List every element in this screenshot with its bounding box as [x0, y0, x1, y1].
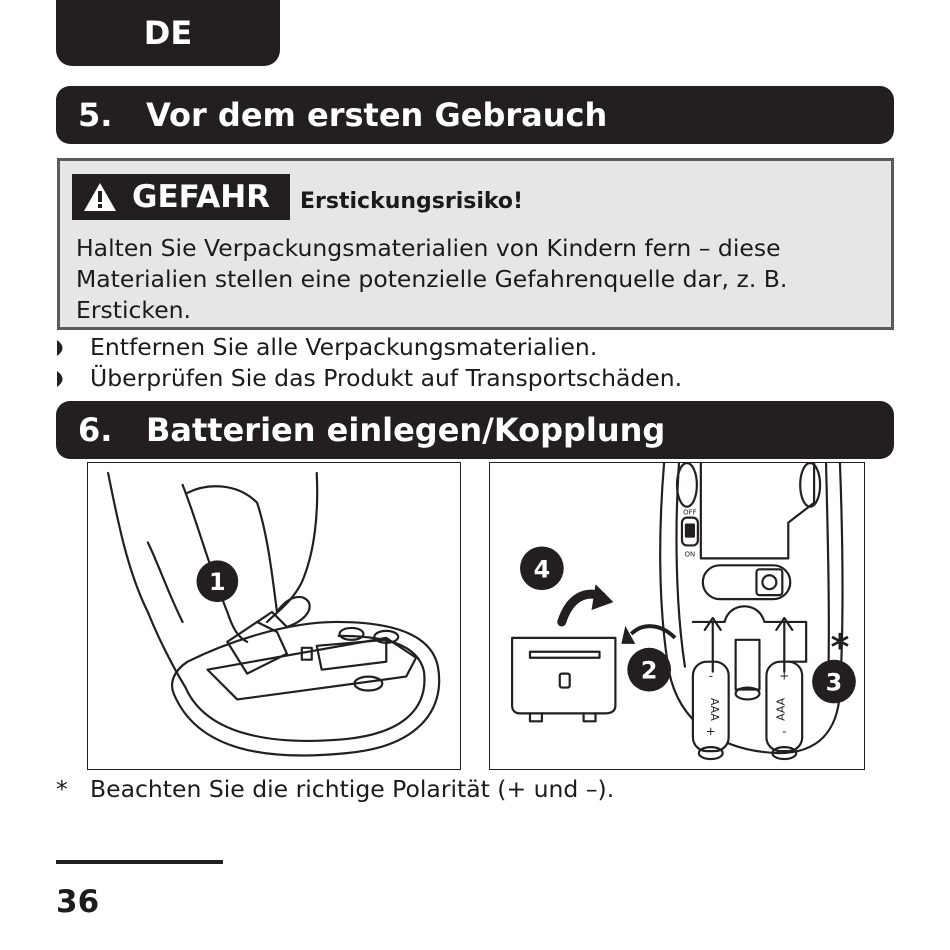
warning-triangle-icon — [82, 181, 118, 213]
danger-badge — [72, 174, 290, 220]
step-2-marker — [627, 648, 671, 692]
section-6-number: 6. — [78, 411, 113, 449]
switch-off-label: OFF — [683, 508, 697, 517]
section-5-number: 5. — [78, 96, 113, 134]
step-1-label: 1 — [209, 568, 226, 597]
language-tab — [56, 0, 280, 66]
step-2-label: 2 — [640, 656, 658, 685]
battery-right-label: AAA — [774, 697, 788, 721]
page-number: 36 — [56, 884, 100, 920]
open-cover-illustration — [88, 463, 460, 769]
battery-cover — [512, 638, 615, 714]
step-3-label: 3 — [825, 668, 843, 697]
step-4-marker — [520, 546, 564, 590]
polarity-asterisk: * — [830, 627, 850, 669]
danger-warning-box — [57, 158, 894, 330]
battery-right-plus: + — [779, 668, 790, 683]
footnote-text: Beachten Sie die richtige Polarität (+ und –). — [90, 775, 615, 803]
figure-insert-batteries — [489, 462, 865, 770]
footnote — [56, 774, 614, 805]
section-6-title: Batterien einlegen/Kopplung — [146, 411, 666, 449]
warning-subtitle: Erstickungsrisiko! — [300, 189, 524, 214]
bullet-text: Überprüfen Sie das Produkt auf Transportschäden. — [90, 364, 683, 392]
bullet-text: Entfernen Sie alle Verpackungsmaterialien. — [90, 333, 598, 361]
insert-batteries-illustration — [490, 463, 864, 769]
section-5-heading — [56, 86, 894, 144]
bullet-icon — [56, 370, 68, 388]
bullet-list — [56, 332, 682, 394]
figure-open-cover — [87, 462, 461, 770]
step-1-marker — [197, 560, 239, 602]
footer-rule — [56, 860, 223, 864]
list-item — [56, 332, 682, 363]
list-item — [56, 363, 682, 394]
switch-on-label: ON — [684, 550, 696, 559]
bullet-icon — [56, 339, 68, 357]
section-5-title: Vor dem ersten Gebrauch — [146, 96, 608, 134]
footnote-star: * — [56, 775, 68, 803]
section-6-heading — [56, 401, 894, 459]
danger-signal-word: GEFAHR — [132, 179, 271, 215]
battery-left-plus: + — [705, 724, 716, 739]
hand — [108, 473, 185, 688]
warning-text: Halten Sie Verpackungsmaterialien von Kindern fern – diese Materialien stellen eine potenzielle Gefahrenquelle dar, z. B. Ersticken. — [76, 234, 788, 324]
battery-left-minus: - — [708, 668, 713, 683]
mouse-body — [172, 622, 439, 756]
step-4-label: 4 — [533, 555, 551, 584]
battery-left-label: AAA — [707, 697, 721, 721]
language-label: DE — [143, 14, 193, 52]
battery-right-minus: - — [782, 724, 787, 739]
